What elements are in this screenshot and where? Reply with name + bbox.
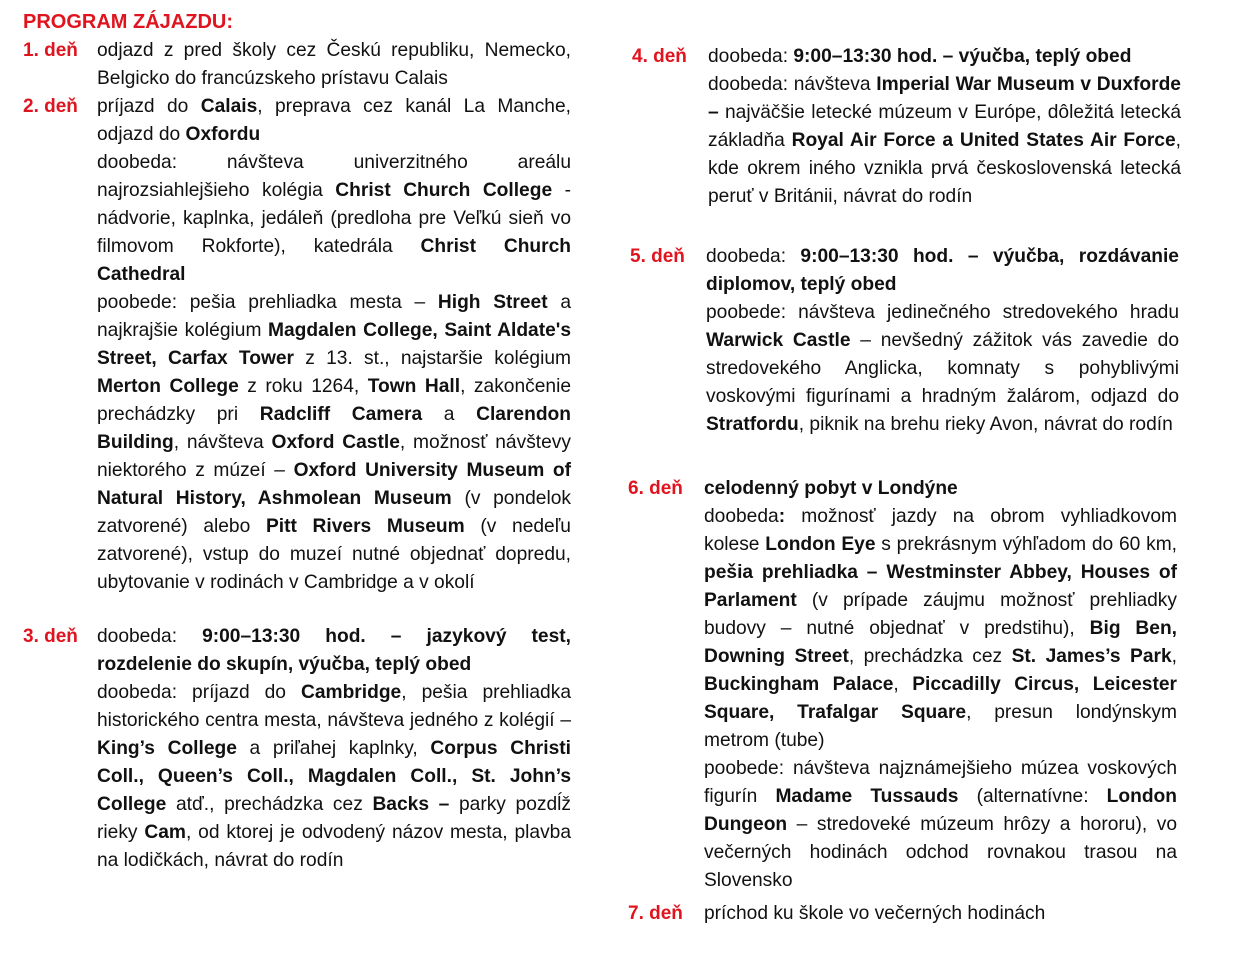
highlighted-text: Royal Air Force a United States Air Force bbox=[791, 130, 1176, 151]
highlighted-text: London Dungeon bbox=[704, 786, 1177, 835]
day-description bbox=[708, 43, 1181, 211]
day-paragraph bbox=[97, 37, 571, 93]
body-text: , návšteva bbox=[173, 432, 272, 453]
day-paragraph bbox=[708, 43, 1181, 71]
body-text: z roku 1264, bbox=[238, 376, 368, 397]
body-text: – stredoveké múzeum hrôzy a hororu), vo večerných hodinách odchod rovnakou trasou na Slovensko bbox=[704, 814, 1177, 891]
day-label: 3. deň bbox=[23, 626, 78, 647]
highlighted-text: London Eye bbox=[765, 534, 876, 555]
body-text: a bbox=[422, 404, 477, 425]
body-text: , kde okrem iného vznikla prvá československá letecká peruť v Británii, návrat do rodín bbox=[708, 130, 1181, 207]
highlighted-text: Cam bbox=[144, 822, 186, 843]
highlighted-text: Merton College bbox=[97, 376, 239, 397]
day-7 bbox=[628, 900, 1177, 928]
body-text: možnosť jazdy na obrom vyhliadkovom kolese bbox=[704, 506, 1177, 555]
highlighted-text: Warwick Castle bbox=[706, 330, 851, 351]
program-title: PROGRAM ZÁJAZDU: bbox=[23, 11, 233, 33]
day-description bbox=[97, 93, 571, 597]
body-text: doobeda: bbox=[97, 626, 203, 647]
day-2 bbox=[23, 93, 571, 597]
highlighted-text: pešia prehliadka – Westminster Abbey, Houses of Parlament bbox=[704, 562, 1177, 611]
body-text: (v prípade záujmu možnosť prehliadky budovy – nutné objednať v predstihu), bbox=[704, 590, 1177, 639]
day-description bbox=[704, 900, 1045, 928]
day-description bbox=[704, 475, 1177, 895]
body-text: doobeda: bbox=[706, 246, 801, 267]
day-label: 7. deň bbox=[628, 903, 683, 924]
body-text: , zakončenie prechádzky pri bbox=[97, 376, 572, 425]
body-text: doobeda: návšteva univerzitného areálu najrozsiahlejšieho kolégia bbox=[97, 152, 571, 201]
highlighted-text: King’s College bbox=[97, 738, 237, 759]
day-label: 5. deň bbox=[630, 246, 685, 267]
day-description bbox=[706, 243, 1179, 439]
body-text: doobeda: návšteva bbox=[708, 74, 877, 95]
body-text: poobede: návšteva najznámejšieho múzea voskových figurín bbox=[704, 758, 1177, 807]
day-paragraph bbox=[704, 503, 1177, 755]
day-1 bbox=[23, 37, 571, 93]
day-paragraph bbox=[97, 623, 571, 679]
day-label: 4. deň bbox=[632, 46, 687, 67]
day-label: 1. deň bbox=[23, 40, 78, 61]
day-paragraph bbox=[706, 243, 1179, 299]
highlighted-text: Oxford University Museum of Natural History, Ashmolean Museum bbox=[97, 460, 571, 509]
body-text: odjazd z pred školy cez Českú republiku, Nemecko, Belgicko do francúzskeho prístavu Calais bbox=[97, 40, 571, 89]
body-text: , pešia prehliadka historického centra mesta, návšteva jedného z kolégií – bbox=[97, 682, 571, 731]
highlighted-text: High Street bbox=[437, 292, 548, 313]
highlighted-text: Radcliff Camera bbox=[259, 404, 423, 425]
highlighted-text: Corpus Christi Coll., Queen’s Coll., Magdalen Coll., St. John’s College bbox=[97, 738, 571, 815]
body-text: a priľahej kaplnky, bbox=[236, 738, 431, 759]
body-text: príchod ku škole vo večerných hodinách bbox=[704, 903, 1046, 924]
day-3 bbox=[23, 623, 571, 875]
body-text: poobede: návšteva jedinečného stredovekého hradu bbox=[706, 302, 1179, 323]
highlighted-text: Cambridge bbox=[301, 682, 402, 703]
body-text: - nádvorie, kaplnka, jedáleň (predloha pre Veľkú sieň vo filmovom Rokforte), katedrála bbox=[97, 180, 571, 257]
day-paragraph bbox=[706, 299, 1179, 439]
body-text: (v pondelok zatvorené) alebo bbox=[97, 488, 572, 537]
body-text: , od ktorej je odvodený názov mesta, plavba na lodičkách, návrat do rodín bbox=[97, 822, 572, 871]
day-description bbox=[97, 623, 571, 875]
highlighted-text: St. James’s Park bbox=[1011, 646, 1172, 667]
body-text: , preprava cez kanál La Manche, odjazd do bbox=[97, 96, 571, 145]
highlighted-text: Backs – bbox=[372, 794, 459, 815]
body-text: príjazd do bbox=[97, 96, 201, 117]
highlighted-text: Town Hall bbox=[367, 376, 461, 397]
body-text: , prechádzka cez bbox=[848, 646, 1012, 667]
highlighted-text: Madame Tussauds bbox=[775, 786, 959, 807]
highlighted-text: Imperial War Museum v Duxforde – bbox=[708, 74, 1181, 123]
body-text: najväčšie letecké múzeum v Európe, dôležitá letecká základňa bbox=[708, 102, 1181, 151]
body-text: , bbox=[893, 674, 913, 695]
body-text: parky pozdĺž rieky bbox=[97, 794, 572, 843]
day-paragraph bbox=[704, 900, 1045, 928]
day-paragraph bbox=[97, 93, 571, 149]
body-text: a najkrajšie kolégium bbox=[97, 292, 571, 341]
day-paragraph bbox=[97, 679, 571, 875]
highlighted-text: Christ Church Cathedral bbox=[97, 236, 571, 285]
day-paragraph bbox=[97, 149, 571, 289]
highlighted-text: Clarendon Building bbox=[97, 404, 571, 453]
highlighted-text: Calais bbox=[200, 96, 258, 117]
highlighted-text: Christ Church College bbox=[335, 180, 553, 201]
highlighted-text: Pitt Rivers Museum bbox=[265, 516, 465, 537]
day-paragraph bbox=[97, 289, 571, 597]
body-text: , bbox=[1171, 646, 1177, 667]
body-text: (v nedeľu zatvorené), vstup do muzeí nutné objednať dopredu, ubytovanie v rodinách v Cambridge a v okolí bbox=[97, 516, 571, 593]
body-text: , piknik na brehu rieky Avon, návrat do rodín bbox=[798, 414, 1173, 435]
highlighted-text: 9:00–13:30 hod. – jazykový test, rozdelenie do skupín, výučba, teplý obed bbox=[97, 626, 571, 675]
body-text: doobeda: bbox=[708, 46, 794, 67]
day-description bbox=[97, 37, 571, 93]
body-text: atď., prechádzka cez bbox=[166, 794, 373, 815]
body-text: , presun londýnskym metrom (tube) bbox=[704, 702, 1178, 751]
day-paragraph bbox=[704, 475, 1177, 503]
highlighted-text: 9:00–13:30 hod. – výučba, rozdávanie diplomov, teplý obed bbox=[706, 246, 1179, 295]
highlighted-text: Oxford Castle bbox=[271, 432, 400, 453]
body-text: , možnosť návštevy niektorého z múzeí – bbox=[97, 432, 571, 481]
body-text: z 13. st., najstaršie kolégium bbox=[294, 348, 571, 369]
highlighted-text: 9:00–13:30 hod. – výučba, teplý obed bbox=[793, 46, 1132, 67]
body-text: – nevšedný zážitok vás zavedie do stredovekého Anglicka, komnaty s pohyblivými voskovými figurínami a hradným žalárom, odjazd do bbox=[706, 330, 1179, 407]
day-label: 2. deň bbox=[23, 96, 78, 117]
highlighted-text: Magdalen College, Saint Aldate's Street, Carfax Tower bbox=[97, 320, 572, 369]
highlighted-text: celodenný pobyt v Londýne bbox=[704, 478, 958, 499]
day-paragraph bbox=[708, 71, 1181, 211]
highlighted-text: Big Ben, Downing Street bbox=[704, 618, 1177, 667]
body-text: s prekrásnym výhľadom do 60 km, bbox=[875, 534, 1178, 555]
day-label: 6. deň bbox=[628, 478, 683, 499]
day-6 bbox=[628, 475, 1177, 895]
day-5 bbox=[630, 243, 1179, 439]
highlighted-text: Piccadilly Circus, Leicester Square, Trafalgar Square bbox=[704, 674, 1177, 723]
day-paragraph bbox=[704, 755, 1177, 895]
highlighted-text: Buckingham Palace bbox=[704, 674, 894, 695]
highlighted-text: Oxfordu bbox=[185, 124, 261, 145]
highlighted-text: Stratfordu bbox=[706, 414, 799, 435]
body-text: doobeda: príjazd do bbox=[97, 682, 301, 703]
body-text: (alternatívne: bbox=[958, 786, 1107, 807]
body-text: doobeda bbox=[704, 506, 779, 527]
highlighted-text: : bbox=[778, 506, 786, 527]
body-text: poobede: pešia prehliadka mesta – bbox=[97, 292, 438, 313]
day-4 bbox=[632, 43, 1181, 211]
